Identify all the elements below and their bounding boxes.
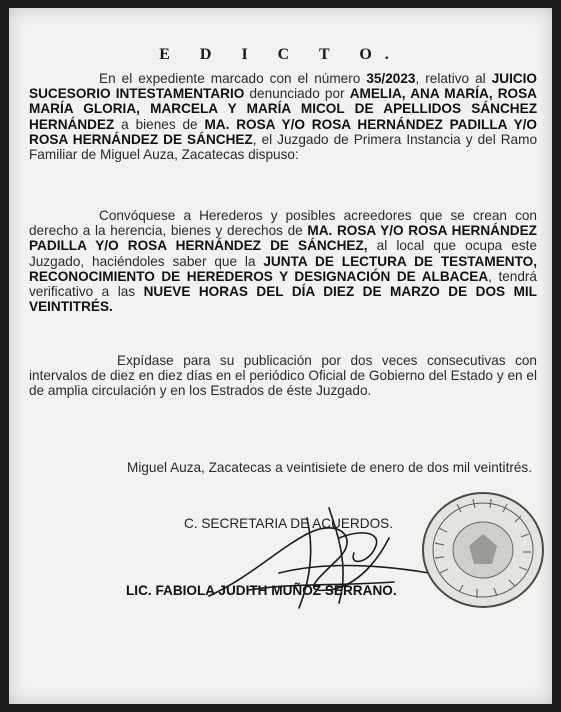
p1-run: , el Juzgado de Primera Instancia y del Ramo Familiar de Miguel Auza, Zacatecas dispuso: bbox=[29, 131, 537, 163]
p2-run: , tendrá verificativo a las bbox=[29, 268, 537, 300]
place-and-date: Miguel Auza, Zacatecas a veintisiete de enero de dos mil veintitrés. bbox=[127, 460, 533, 475]
trial-type: JUICIO SUCESORIO INTESTAMENTARIO bbox=[29, 71, 538, 102]
deceased-name: MA. ROSA Y/O ROSA HERNÁNDEZ PADILLA Y/O ROSA HERNÁNDEZ DE SÁNCHEZ, bbox=[29, 223, 537, 254]
document-title: E D I C T O. bbox=[159, 46, 402, 63]
claimants: AMELIA, ANA MARÍA, ROSA MARÍA GLORIA, MARCELA Y MARÍA MICOL DE APELLIDOS SÁNCHEZ HERNÁNDEZ bbox=[29, 86, 538, 132]
deceased-name: MA. ROSA Y/O ROSA HERNÁNDEZ PADILLA Y/O ROSA HERNÁNDEZ DE SÁNCHEZ bbox=[29, 116, 537, 147]
court-seal-stamp bbox=[417, 488, 547, 613]
p1-run: En el expediente marcado con el número bbox=[99, 71, 367, 86]
secretary-title: C. SECRETARIA DE ACUERDOS. bbox=[184, 516, 393, 531]
hearing-type: JUNTA DE LECTURA DE TESTAMENTO, RECONOCIMIENTO DE HEREDEROS Y DESIGNACIÓN DE ALBACEA bbox=[29, 253, 537, 284]
edict-page bbox=[9, 8, 552, 704]
paragraph-publicacion: Expídase para su publicación por dos veces consecutivas con intervalos de diez en diez días en el periódico Oficial de Gobierno del Estado y en el de amplia circulación y en los Estrados de éste Juzgado. bbox=[29, 353, 537, 399]
signatory-name: LIC. FABIOLA JUDITH MUÑOZ SERRANO. bbox=[126, 583, 397, 598]
p2-run: Convóquese a Herederos y posibles acreedores que se crean con derecho a la herencia, bienes y derechos de bbox=[29, 208, 537, 239]
p1-run: denunciado por bbox=[244, 86, 350, 102]
p1-run: , relativo al bbox=[415, 71, 492, 86]
paragraph-expediente bbox=[29, 71, 537, 162]
paragraph-convocatoria bbox=[29, 208, 537, 314]
case-number: 35/2023 bbox=[366, 71, 416, 86]
p1-run: a bienes de bbox=[114, 116, 205, 132]
hearing-date: NUEVE HORAS DEL DÍA DIEZ DE MARZO DE DOS MIL VEINTITRÉS. bbox=[29, 284, 537, 315]
p2-run: al local que ocupa este Juzgado, haciéndoles saber que la bbox=[29, 238, 537, 269]
